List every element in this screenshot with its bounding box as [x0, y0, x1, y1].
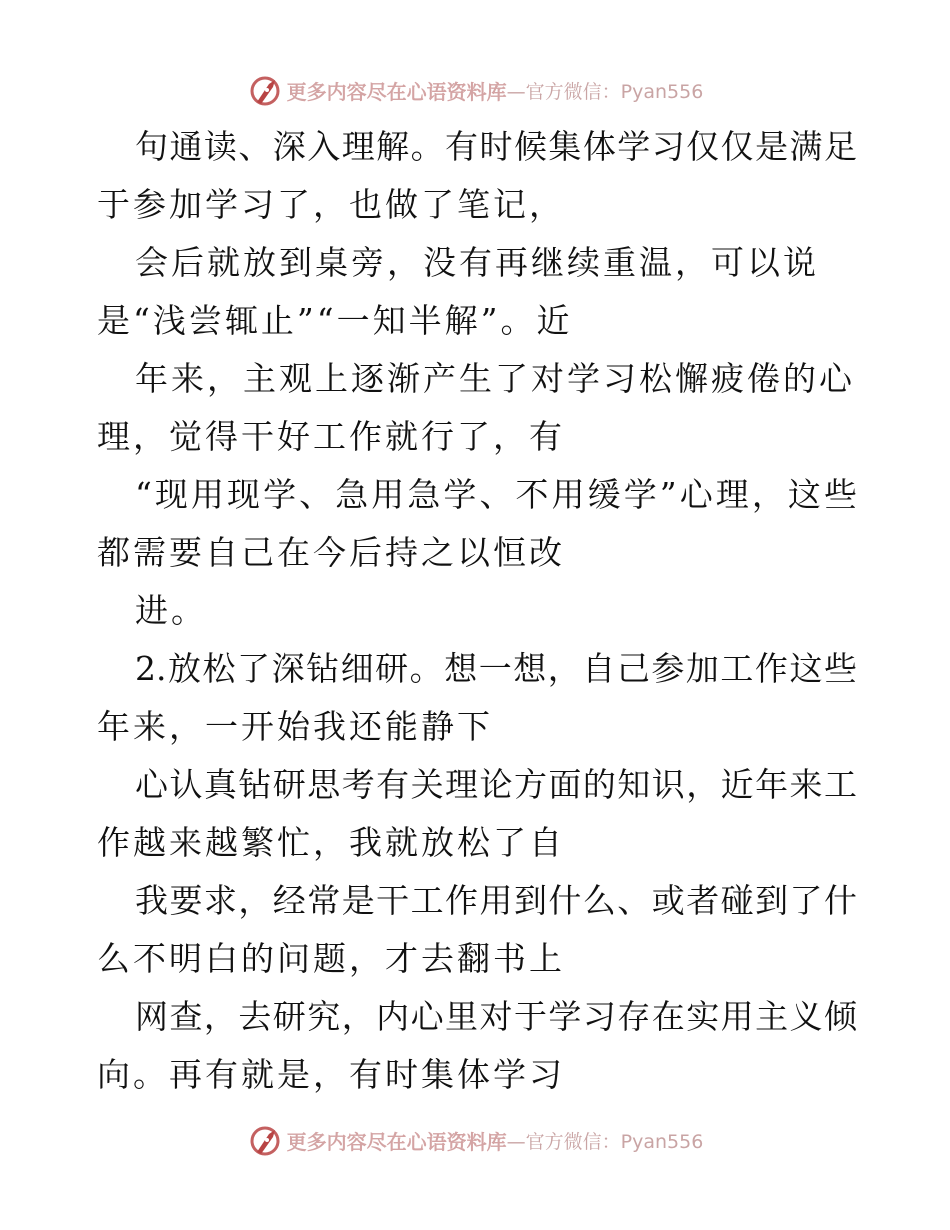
- watermark-wechat: —官方微信：Pyan556: [506, 80, 704, 103]
- text-line: 都需要自己在今后持之以恒改: [97, 533, 565, 572]
- text-line: 于参加学习了，也做了笔记，: [97, 185, 565, 224]
- text-line: 向。再有就是，有时集体学习: [97, 1055, 565, 1094]
- text-line: 么不明白的问题，才去翻书上: [97, 939, 565, 978]
- text-line: 作越来越繁忙，我就放松了自: [97, 823, 565, 862]
- text-line: 年来，一开始我还能静下: [97, 707, 493, 746]
- text-line: 网查，去研究，内心里对于学习存在实用主义倾: [135, 997, 857, 1036]
- text-line: 进。: [135, 591, 207, 630]
- watermark-title: 更多内容尽在心语资料库: [286, 79, 507, 104]
- text-line: 是“浅尝辄止”“一知半解”。近: [97, 301, 573, 340]
- pen-nib-circle-icon: [247, 72, 283, 108]
- text-line: 理，觉得干好工作就行了，有: [97, 417, 565, 456]
- pen-nib-circle-icon: [247, 1122, 283, 1158]
- text-line: 年来，主观上逐渐产生了对学习松懈疲倦的心: [135, 359, 855, 398]
- header-watermark: [0, 70, 950, 110]
- text-line: 心认真钻研思考有关理论方面的知识，近年来工: [135, 765, 857, 804]
- text-line: 会后就放到桌旁，没有再继续重温，可以说: [135, 243, 819, 282]
- text-line: 我要求，经常是干工作用到什么、或者碰到了什: [135, 881, 857, 920]
- watermark-wechat: —官方微信：Pyan556: [506, 1130, 704, 1153]
- body-text: [97, 118, 857, 1104]
- text-line: 2.放松了深钻细研。想一想，自己参加工作这些: [135, 649, 857, 688]
- footer-watermark: [0, 1120, 950, 1160]
- watermark-title: 更多内容尽在心语资料库: [286, 1129, 507, 1154]
- text-line: 句通读、深入理解。有时候集体学习仅仅是满足: [135, 127, 857, 166]
- text-line: “现用现学、急用急学、不用缓学”心理，这些: [135, 475, 857, 514]
